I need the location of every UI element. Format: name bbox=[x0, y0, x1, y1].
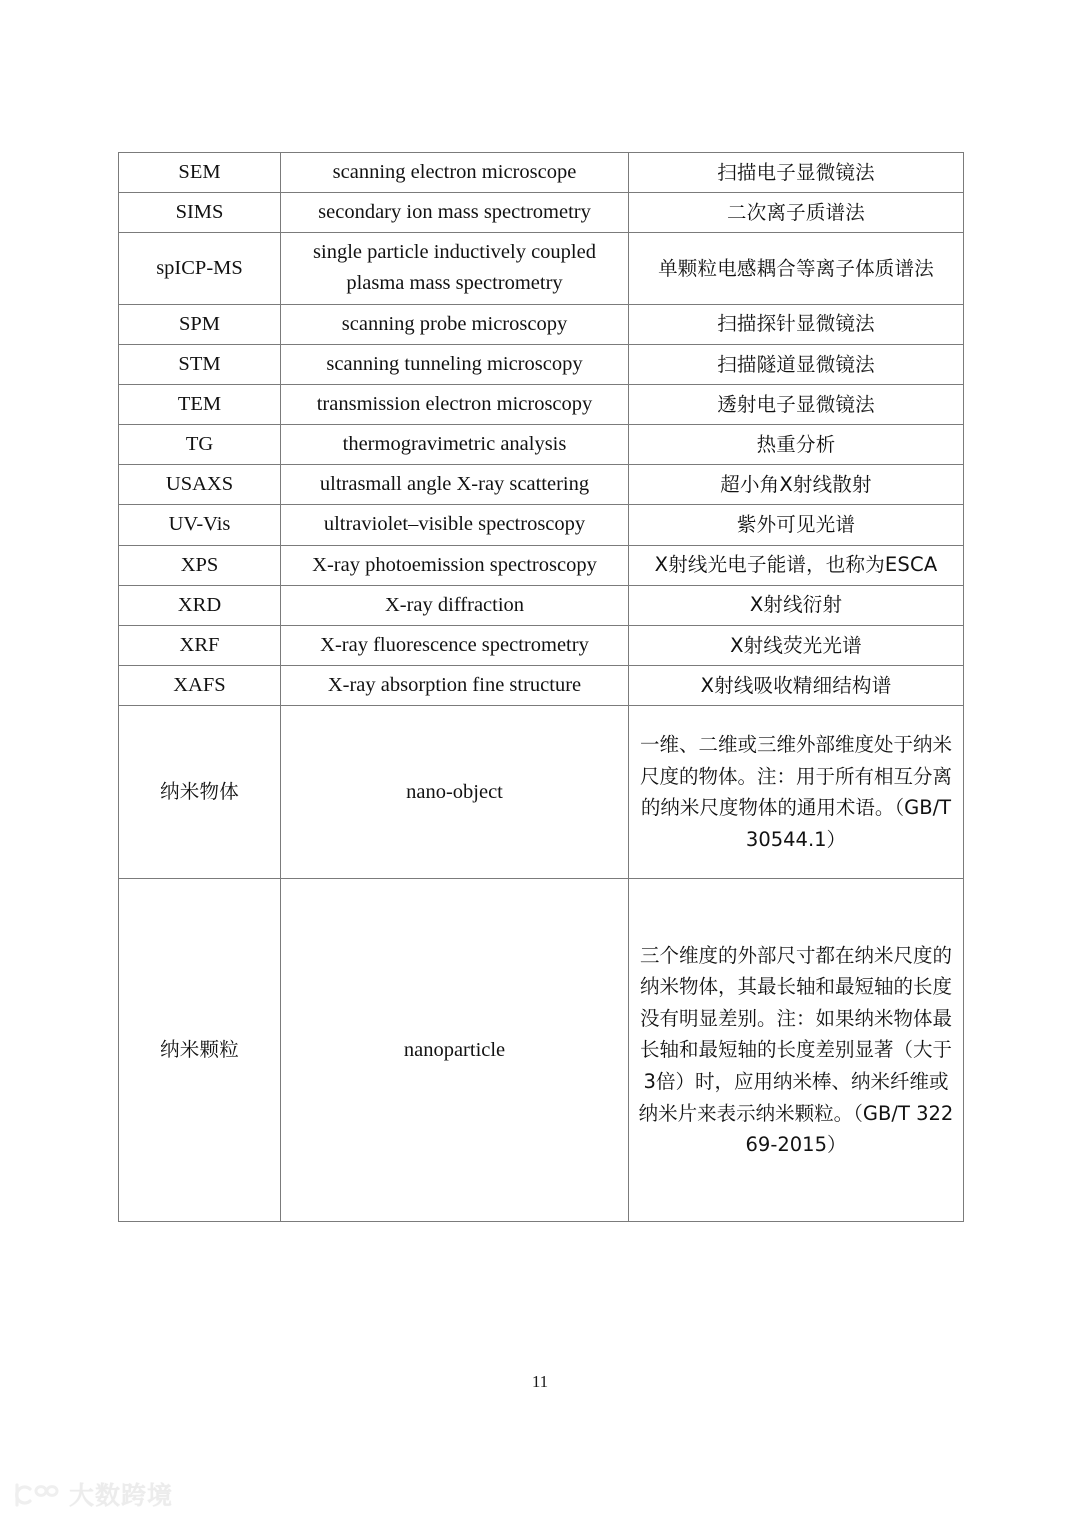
table-row bbox=[119, 505, 964, 545]
abbreviation-cell: SIMS bbox=[119, 193, 281, 233]
english-term-cell: nanoparticle bbox=[281, 879, 629, 1222]
abbreviation-cell: XPS bbox=[119, 545, 281, 585]
english-term-cell: X-ray diffraction bbox=[281, 585, 629, 625]
chinese-term-cell: X射线衍射 bbox=[629, 585, 964, 625]
abbreviation-cell: spICP-MS bbox=[119, 233, 281, 304]
chinese-term-cell: 热重分析 bbox=[629, 425, 964, 465]
table-row bbox=[119, 233, 964, 304]
term-name-cell: 纳米物体 bbox=[119, 706, 281, 879]
english-term-cell: X-ray absorption fine structure bbox=[281, 666, 629, 706]
definition-cell: 三个维度的外部尺寸都在纳米尺度的纳米物体，其最长轴和最短轴的长度没有明显差别。注：如果纳米物体最长轴和最短轴的长度差别显著（大于3倍）时，应用纳米棒、纳米纤维或纳米片来表示纳米颗粒。（GB/T 32269-2015） bbox=[629, 879, 964, 1222]
chinese-term-cell: 扫描电子显微镜法 bbox=[629, 153, 964, 193]
table-row bbox=[119, 545, 964, 585]
table-row bbox=[119, 425, 964, 465]
chinese-term-cell: 透射电子显微镜法 bbox=[629, 384, 964, 424]
page-number: 11 bbox=[531, 1372, 549, 1391]
abbreviation-cell: SEM bbox=[119, 153, 281, 193]
table-row bbox=[119, 384, 964, 424]
table-row bbox=[119, 465, 964, 505]
chinese-term-cell: 紫外可见光谱 bbox=[629, 505, 964, 545]
chinese-term-cell: 扫描探针显微镜法 bbox=[629, 304, 964, 344]
english-term-cell: scanning electron microscope bbox=[281, 153, 629, 193]
abbreviation-cell: UV-Vis bbox=[119, 505, 281, 545]
abbreviation-cell: TEM bbox=[119, 384, 281, 424]
abbreviation-cell: SPM bbox=[119, 304, 281, 344]
english-term-cell: X-ray fluorescence spectrometry bbox=[281, 625, 629, 665]
table-row bbox=[119, 304, 964, 344]
table-row bbox=[119, 706, 964, 879]
table-row bbox=[119, 193, 964, 233]
english-term-cell: scanning probe microscopy bbox=[281, 304, 629, 344]
english-term-cell: nano-object bbox=[281, 706, 629, 879]
abbreviation-cell: STM bbox=[119, 344, 281, 384]
abbreviation-cell: XRF bbox=[119, 625, 281, 665]
table-row bbox=[119, 879, 964, 1222]
table-row bbox=[119, 666, 964, 706]
abbreviation-cell: XRD bbox=[119, 585, 281, 625]
watermark bbox=[14, 1482, 173, 1508]
chinese-term-cell: 单颗粒电感耦合等离子体质谱法 bbox=[629, 233, 964, 304]
english-term-cell: secondary ion mass spectrometry bbox=[281, 193, 629, 233]
english-term-cell: ultrasmall angle X-ray scattering bbox=[281, 465, 629, 505]
definition-cell: 一维、二维或三维外部维度处于纳米尺度的物体。注：用于所有相互分离的纳米尺度物体的通用术语。（GB/T 30544.1） bbox=[629, 706, 964, 879]
chinese-term-cell: X射线吸收精细结构谱 bbox=[629, 666, 964, 706]
chinese-term-cell: X射线光电子能谱，也称为ESCA bbox=[629, 545, 964, 585]
english-term-cell: single particle inductively coupled plasma mass spectrometry bbox=[281, 233, 629, 304]
term-name-cell: 纳米颗粒 bbox=[119, 879, 281, 1222]
abbreviation-cell: TG bbox=[119, 425, 281, 465]
english-term-cell: thermogravimetric analysis bbox=[281, 425, 629, 465]
abbreviation-cell: USAXS bbox=[119, 465, 281, 505]
chinese-term-cell: 二次离子质谱法 bbox=[629, 193, 964, 233]
table-row bbox=[119, 585, 964, 625]
english-term-cell: X-ray photoemission spectroscopy bbox=[281, 545, 629, 585]
chinese-term-cell: 扫描隧道显微镜法 bbox=[629, 344, 964, 384]
english-term-cell: transmission electron microscopy bbox=[281, 384, 629, 424]
english-term-cell: ultraviolet–visible spectroscopy bbox=[281, 505, 629, 545]
chinese-term-cell: X射线荧光光谱 bbox=[629, 625, 964, 665]
abbreviation-cell: XAFS bbox=[119, 666, 281, 706]
english-term-cell: scanning tunneling microscopy bbox=[281, 344, 629, 384]
wm-logo-icon bbox=[14, 1482, 60, 1508]
table-row bbox=[119, 344, 964, 384]
chinese-term-cell: 超小角X射线散射 bbox=[629, 465, 964, 505]
table-row bbox=[119, 153, 964, 193]
terminology-table bbox=[118, 152, 964, 1222]
table-row bbox=[119, 625, 964, 665]
watermark-text: 大数跨境 bbox=[69, 1480, 174, 1510]
